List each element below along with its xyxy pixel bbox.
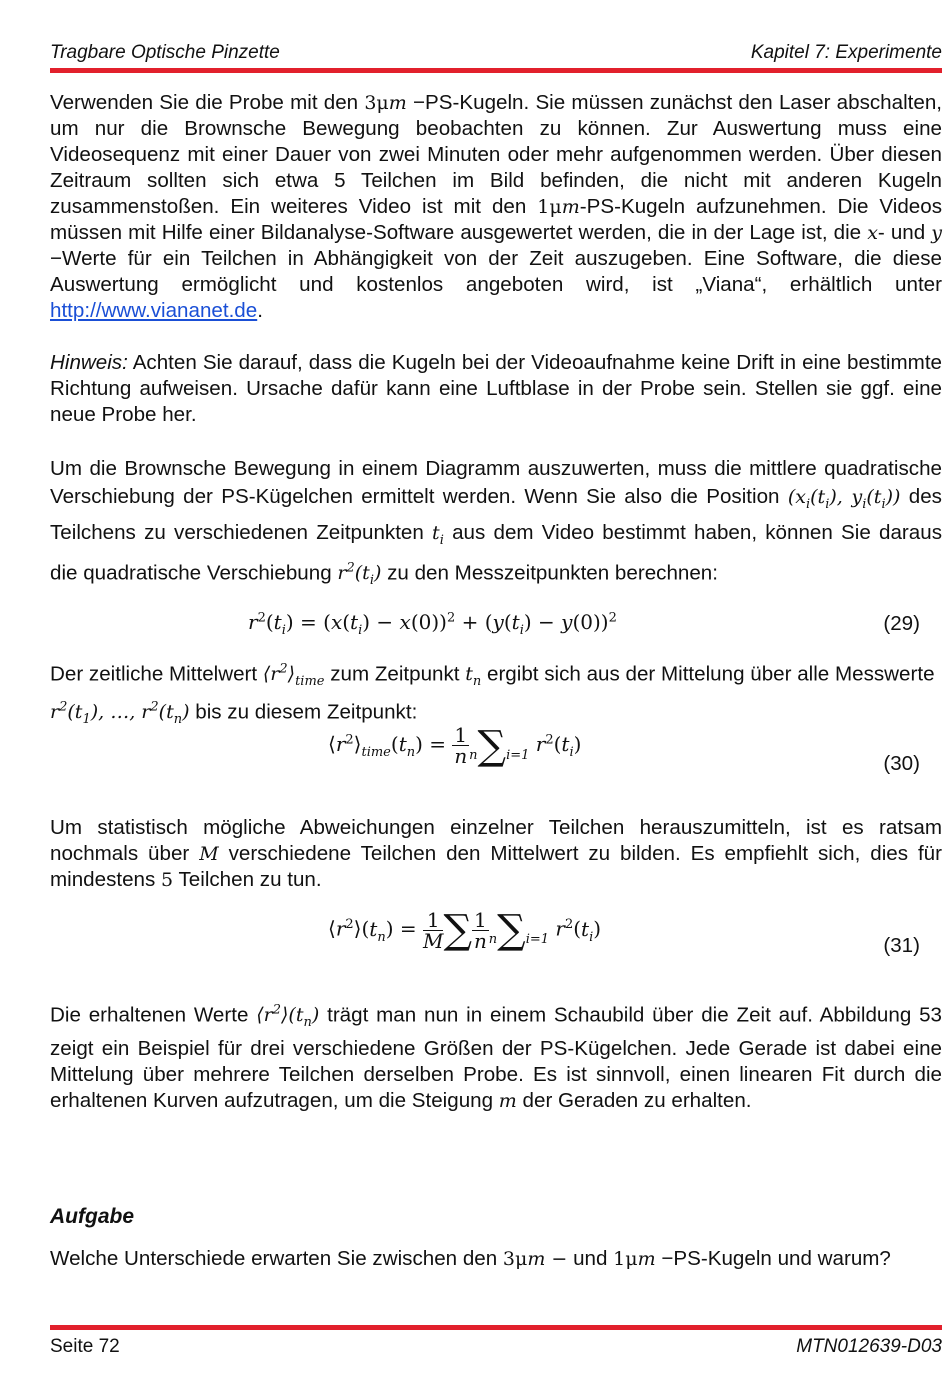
page-footer [50, 1336, 942, 1358]
paragraph-particle-average: Um statistisch mögliche Abweichungen einzelner Teilchen herauszumitteln, ist es ratsam nochmals über M verschiedene Teilchen den Mittelwert zu bilden. Es empfiehlt sich, dies für mindestens 5 Teilchen zu tun. [50, 816, 942, 891]
note-label: Hinweis: [50, 351, 128, 374]
footer-rule [50, 1325, 942, 1330]
header-rule [50, 68, 942, 73]
viana-link[interactable]: http://www.viananet.de [50, 299, 258, 322]
task-heading: Aufgabe [50, 1205, 134, 1228]
paragraph-task: Welche Unterschiede erwarten Sie zwischen den 3μm − und 1μm −PS-Kugeln und warum? [50, 1247, 891, 1270]
paragraph-time-average: Der zeitliche Mittelwert $⟨r^2⟩_{time}$ zum Zeitpunkt $t_n$ ergibt sich aus der Mittelung über alle Messwerte $r^2(t_1)$, …, $r^2(t_n)$ bis zu diesem Zeitpunkt: [50, 662, 935, 728]
equation-31: $⟨r^2⟩(t_n)$ = $\frac{1}{M}$ ∑ $\frac{1}{n}$ n∑i=1 $r^2(t_i)$ [328, 907, 602, 953]
equation-29: $r^2(t_i) = (x(t_i) - x(0))^2 + (y(t_i) - y(0))^2$ [248, 610, 617, 638]
document-id: MTN012639-D03 [796, 1336, 942, 1357]
header-title: Tragbare Optische Pinzette [50, 42, 280, 63]
paragraph-plot: Die erhaltenen Werte $⟨r^2⟩(t_n)$ trägt man nun in einem Schaubild über die Zeit auf. Abbildung 53 zeigt ein Beispiel für drei verschiedene Größen der PS-Kügelchen. Jede Gerade ist dabei eine Mittelung über mehrere Teilchen derselben Probe. Es ist sinnvoll, einen linearen Fit durch die erhaltenen Kurven aufzutragen, um die Steigung m der Geraden zu erhalten. [50, 1003, 942, 1113]
header-chapter: Kapitel 7: Experimente [750, 42, 942, 63]
page-number: Seite 72 [50, 1336, 120, 1357]
equation-number-30: (30) [883, 752, 920, 775]
paragraph-msd-intro: Um die Brownsche Bewegung in einem Diagramm auszuwerten, muss die mittlere quadratische Verschiebung der PS-Kügelchen ermittelt werden. Wenn Sie also die Position ($x_i(t_i)$, $y_i(t_i)$) des Teilchens zu verschiedenen Zeitpunkten $t_i$ aus dem Video bestimmt haben, können Sie daraus die quadratische Verschiebung $r^2(t_i)$ zu den Messzeitpunkten berechnen: [50, 457, 942, 588]
paragraph-note: Hinweis: Achten Sie darauf, dass die Kugeln bei der Videoaufnahme keine Drift in eine bestimmte Richtung aufweisen. Ursache dafür kann eine Luftblase in der Probe sein. Stellen sie ggf. eine neue Probe her. [50, 351, 942, 426]
equation-30: $⟨r^2⟩_{time}(t_n)$ = $\frac{1}{n}$ n∑i=1 $r^2(t_i)$ [328, 722, 582, 769]
equation-number-29: (29) [883, 612, 920, 635]
paragraph-procedure: Verwenden Sie die Probe mit den 3μm −PS-Kugeln. Sie müssen zunächst den Laser abschalten, um nur die Brownsche Bewegung beobachten zu können. Zur Auswertung muss eine Videosequenz mit einer Dauer von zwei Minuten oder mehr aufgenommen werden. Über diesen Zeitraum sollten sich etwa 5 Teilchen im Bild befinden, die nicht mit anderen Kugeln zusammenstoßen. Ein weiteres Video ist mit den 1μm-PS-Kugeln aufzunehmen. Die Videos müssen mit Hilfe einer Bildanalyse-Software ausgewertet werden, die in der Lage ist, die x- und y −Werte für ein Teilchen in Abhängigkeit von der Zeit auszugeben. Eine Software, die diese Auswertung ermöglicht und kostenlos angeboten wird, ist „Viana“, erhältlich unter http://www.viananet.de. [50, 91, 943, 322]
page-header [50, 42, 942, 64]
equation-number-31: (31) [883, 934, 920, 957]
